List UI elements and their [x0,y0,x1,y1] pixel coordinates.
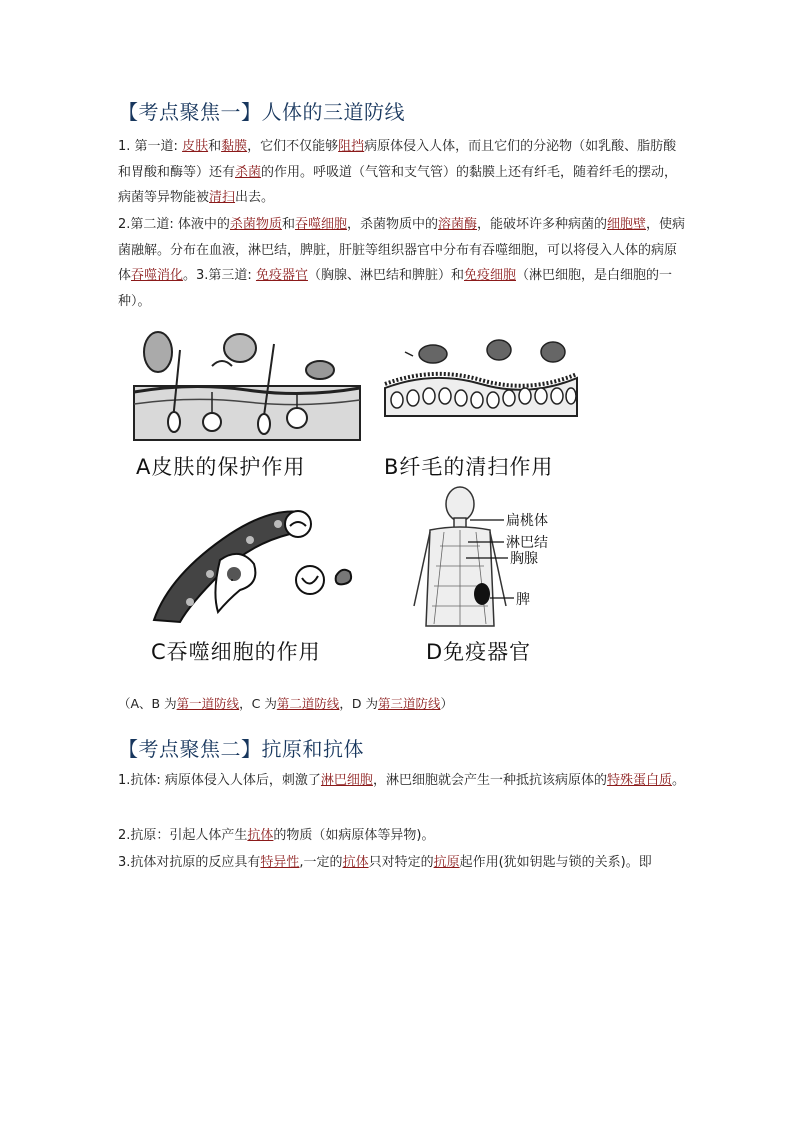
text: ，D 为 [339,696,378,711]
figure-b-caption: B纤毛的清扫作用 [384,455,554,479]
section1-paragraph-2 [118,212,688,314]
highlight-term: 杀菌物质 [229,217,282,232]
figure-a-caption: A皮肤的保护作用 [136,455,306,479]
section1-paragraph-1 [118,134,688,211]
highlight-term: 黏膜 [221,139,248,154]
label-spleen: 脾 [516,592,530,608]
text: 的作用。呼吸道（气管和支气管）的黏膜上还有纤毛，随着纤毛的摆动，病菌等异物能被 [118,164,678,205]
text: ，能破坏许多种病菌的 [477,217,608,232]
section2-paragraph-3 [118,850,688,876]
text: ，淋巴细胞就会产生一种抵抗该病原体的 [372,773,607,788]
highlight-term: 免疫细胞 [463,268,516,283]
section2-paragraph-2 [118,823,688,849]
highlight-term: 抗体 [247,828,274,843]
highlight-term: 吞噬细胞 [294,217,347,232]
text: ，它们不仅能够 [247,139,339,154]
highlight-term: 阻挡 [338,139,365,154]
highlight-term: 清扫 [209,190,236,205]
label-thymus: 胸腺 [510,551,538,567]
figure-c-caption: C吞噬细胞的作用 [151,640,321,664]
label-lymph-node: 淋巴结 [506,535,548,551]
text: 3.抗体对抗原的反应具有 [118,855,261,870]
text: 。 [671,773,685,788]
figure-d-caption: D免疫器官 [426,640,532,664]
text: 的物质（如病原体等异物)。 [273,828,435,843]
highlight-term: 特异性 [260,855,300,870]
text: 只对特定的 [368,855,434,870]
highlight-term: 杀菌 [235,164,262,180]
text: 和 [208,139,222,154]
text: ，C 为 [239,696,277,711]
highlight-term: 第一道防线 [176,696,240,711]
text: 起作用(犹如钥匙与锁的关系)。即 [459,855,652,870]
highlight-term: 吞噬消化 [131,268,184,283]
text: 1.抗体: 病原体侵入人体后，刺激了 [118,773,321,788]
highlight-term: 细胞壁 [607,217,647,232]
text: （淋巴细胞，是白细胞的一种）。 [118,268,673,309]
text: （A、B 为 [118,696,177,711]
text: ，使病菌融解。分布在血液，淋巴结，脾脏，肝脏等组织器官中分布有吞噬细胞，可以将侵入人体的病原体 [118,217,686,283]
section2-heading: 【考点聚焦二】抗原和抗体 [118,737,364,761]
text: 2.第二道: 体液中的 [118,217,230,232]
text: 和 [281,217,295,232]
text: （胸腺、淋巴结和脾脏）和 [307,268,464,283]
highlight-term: 淋巴细胞 [320,773,373,788]
text: ，杀菌物质中的 [346,217,438,232]
label-tonsil: 扁桃体 [506,513,548,529]
highlight-term: 抗体 [342,855,369,870]
highlight-term: 溶菌酶 [437,217,477,232]
text: 出去。 [235,190,275,205]
figure-b-cilia-illustration [383,338,579,418]
text: 1. 第一道: [118,139,183,154]
highlight-term: 特殊蛋白质 [606,773,672,788]
highlight-term: 第三道防线 [377,696,441,711]
figure-c-phagocyte-illustration [150,504,365,624]
section1-heading: 【考点聚焦一】人体的三道防线 [118,100,405,124]
text: ） [440,696,453,711]
section2-paragraph-1 [118,768,688,794]
figure-a-skin-illustration [132,330,362,442]
text: 。3.第三道: [183,268,256,283]
highlight-term: 皮肤 [182,139,209,154]
highlight-term: 第二道防线 [276,696,340,711]
figure-note [118,694,453,712]
highlight-term: 免疫器官 [255,268,308,283]
text: ,一定的 [299,855,343,870]
highlight-term: 抗原 [433,855,460,870]
text: 2.抗原：引起人体产生 [118,828,248,843]
figure-d-immune-organs-illustration [410,486,570,632]
text: 病原体侵入人体，而且它们的分泌物（如乳酸、脂肪酸和胃酸和酶等）还有 [118,139,677,180]
